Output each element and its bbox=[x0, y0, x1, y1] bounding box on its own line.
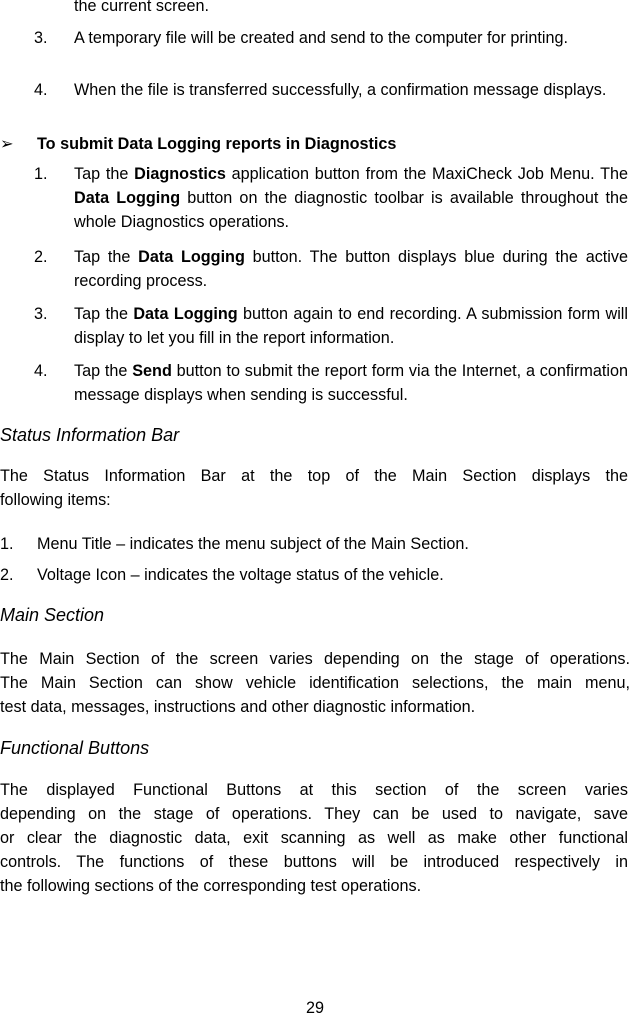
list-number: 4. bbox=[34, 81, 48, 99]
step-number: 4. bbox=[34, 362, 48, 380]
step-text: Tap the Data Logging button. The button displays blue during the active recording process. bbox=[74, 248, 628, 290]
continued-line: the current screen. bbox=[74, 0, 209, 15]
item-number: 2. bbox=[0, 566, 14, 584]
main-section-paragraph: The Main Section of the screen varies depending on the stage of operations. The Main Section can show vehicle identification selections, the main menu, test data, messages, instructions and other diagnostic information. bbox=[0, 650, 630, 716]
item-text: Menu Title – indicates the menu subject of the Main Section. bbox=[37, 535, 469, 553]
item-number: 1. bbox=[0, 535, 14, 553]
step-item bbox=[34, 162, 628, 234]
step-item bbox=[34, 245, 628, 293]
subheading-text: To submit Data Logging reports in Diagnostics bbox=[37, 135, 397, 153]
section-title-status-bar: Status Information Bar bbox=[0, 425, 180, 445]
item-text: Voltage Icon – indicates the voltage status of the vehicle. bbox=[37, 566, 444, 584]
bold-term: Data Logging bbox=[74, 189, 181, 207]
step-text: Tap the Data Logging button again to end recording. A submission form will display to let you fill in the report information. bbox=[74, 305, 628, 347]
step-number: 1. bbox=[34, 165, 48, 183]
step-number: 3. bbox=[34, 305, 48, 323]
list-text: A temporary file will be created and send to the computer for printing. bbox=[74, 29, 568, 47]
bold-term: Data Logging bbox=[138, 248, 245, 266]
list-number: 3. bbox=[34, 29, 48, 47]
intro-list-item bbox=[34, 78, 628, 126]
intro-list-item bbox=[34, 26, 628, 74]
status-bar-paragraph: The Status Information Bar at the top of the Main Section displays the following items: bbox=[0, 467, 628, 509]
functional-buttons-paragraph: The displayed Functional Buttons at this section of the screen varies depending on the stage of operations. They can be used to navigate, save or clear the diagnostic data, exit scanning as well as make other functional controls. The functions of these buttons will be introduced respectively in the following sections of the corresponding test operations. bbox=[0, 781, 628, 895]
section-title-functional-buttons: Functional Buttons bbox=[0, 738, 150, 758]
arrow-bullet-icon: ➢ bbox=[0, 135, 14, 153]
step-number: 2. bbox=[34, 248, 48, 266]
bold-term: Data Logging bbox=[133, 305, 238, 323]
step-item bbox=[34, 302, 628, 350]
page-number: 29 bbox=[305, 999, 324, 1017]
section-title-main-section: Main Section bbox=[0, 605, 105, 625]
list-text: When the file is transferred successfully, a confirmation message displays. bbox=[74, 81, 607, 99]
step-text: Tap the Diagnostics application button from the MaxiCheck Job Menu. The Data Logging button on the diagnostic toolbar is available throughout the whole Diagnostics operations. bbox=[74, 165, 628, 231]
bold-term: Diagnostics bbox=[134, 165, 226, 183]
step-text: Tap the Send button to submit the report form via the Internet, a confirmation message displays when sending is successful. bbox=[74, 362, 628, 404]
bold-term: Send bbox=[132, 362, 172, 380]
step-item bbox=[34, 359, 628, 407]
